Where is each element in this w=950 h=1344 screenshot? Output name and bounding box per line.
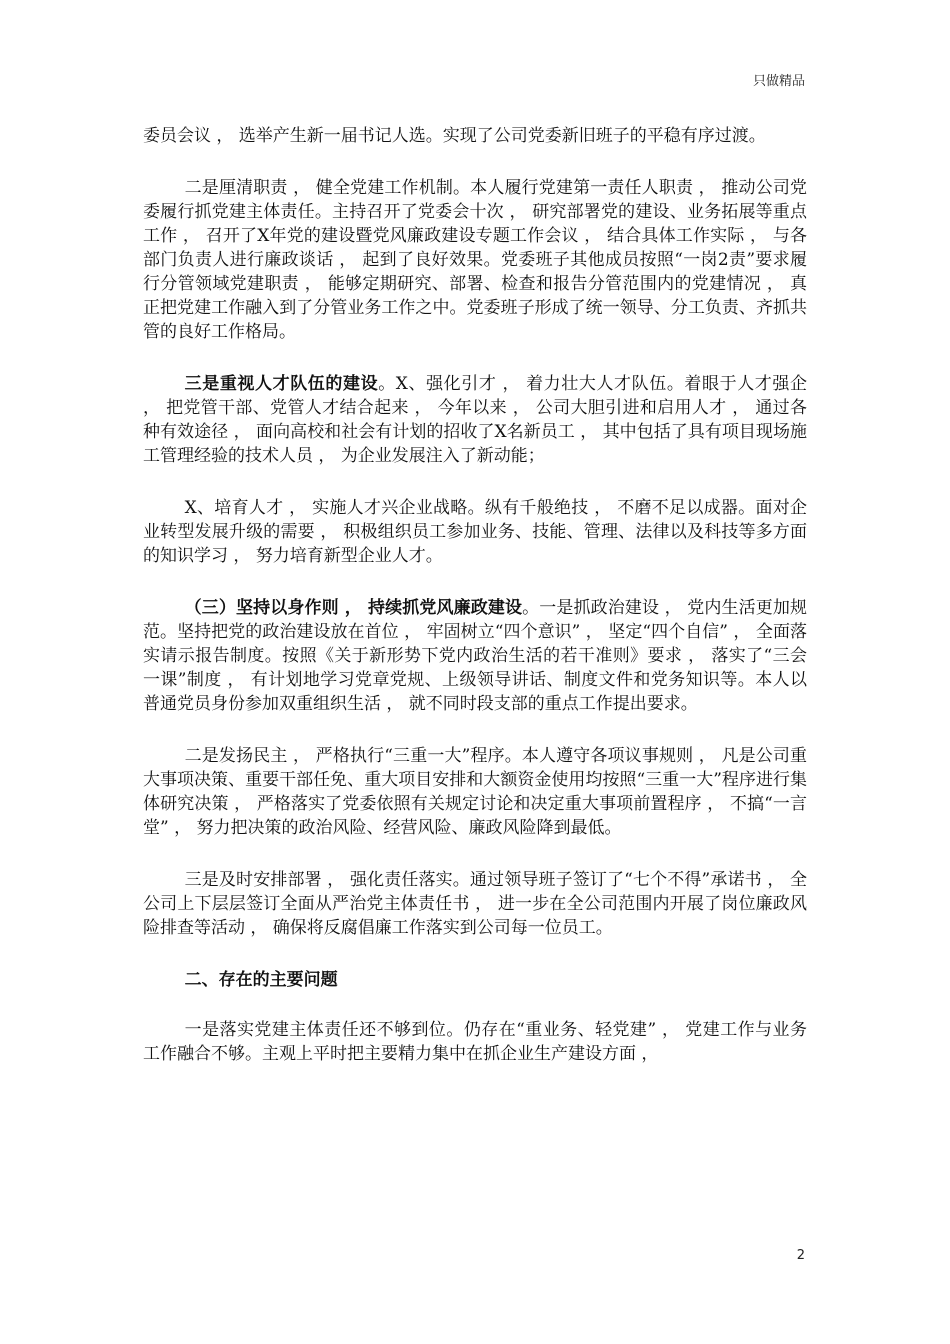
paragraph-3 — [143, 372, 807, 468]
paragraph-5-lead: （三）坚持以身作则 ， 持续抓党风廉政建设 — [184, 598, 523, 618]
paragraph-5-text: 。一是抓政治建设 ， 党内生活更加规范。坚持把党的政治建设放在首位 ， 牢固树立“四个意识” ， 坚定“四个自信” ， 全面落实请示报告制度。按照《关于新形势下党内政治生活的若干准则》要求 ， 落实了“三会一课”制度 ， 有计划地学习党章党规、上级领导讲话、制度文件和党务知识等。本人以普通党员身份参加双重组织生活 ， 就不同时段支部的重点工作提出要求。 — [143, 598, 807, 714]
paragraph-2: 二是厘清职责 ， 健全党建工作机制。本人履行党建第一责任人职责 ， 推动公司党委履行抓党建主体责任。主持召开了党委会十次 ， 研究部署党的建设、业务拓展等重点工作 ， 召开了X年党的建设暨党风廉政建设专题工作会议 ， 结合具体工作实际 ， 与各部门负责人进行廉政谈话 ， 起到了良好效果。党委班子其他成员按照“一岗2责”要求履行分管领域党建职责 ， 能够定期研究、部署、检查和报告分管范围内的党建情况 ， 真正把党建工作融入到了分管业务工作之中。党委班子形成了统一领导、分工负责、齐抓共管的良好工作格局。 — [143, 178, 807, 342]
section-heading: 二、存在的主要问题 — [184, 970, 338, 990]
paragraph-4: X、培育人才 ， 实施人才兴企业战略。纵有千般绝技 ， 不磨不足以成器。面对企业转型发展升级的需要 ， 积极组织员工参加业务、技能、管理、法律以及科技等多方面的知识学习 ， 努力培育新型企业人才。 — [143, 498, 807, 566]
document-body — [143, 124, 807, 1094]
paragraph-3-text: 。X、强化引才 ， 着力壮大人才队伍。着眼于人才强企 ， 把党管干部、党管人才结合起来 ， 今年以来 ， 公司大胆引进和启用人才 ， 通过各种有效途径 ， 面向高校和社会有计划的招收了X名新员工 ， 其中包括了具有项目现场施工管理经验的技术人员 ， 为企业发展注入了新动能； — [143, 374, 807, 466]
paragraph-6: 二是发扬民主 ， 严格执行“三重一大”程序。本人遵守各项议事规则 ， 凡是公司重大事项决策、重要干部任免、重大项目安排和大额资金使用均按照“三重一大”程序进行集体研究决策 ， 严格落实了党委依照有关规定讨论和决定重大事项前置程序 ， 不搞“一言堂” ， 努力把决策的政治风险、经营风险、廉政风险降到最低。 — [143, 746, 807, 838]
paragraph-5 — [143, 596, 807, 716]
page-number: 2 — [796, 1248, 805, 1263]
paragraph-3-lead: 三是重视人才队伍的建设 — [184, 374, 379, 394]
paragraph-8: 一是落实党建主体责任还不够到位。仍存在“重业务、轻党建” ， 党建工作与业务工作融合不够。主观上平时把主要精力集中在抓企业生产建设方面 ， — [143, 1020, 807, 1064]
paragraph-1: 委员会议 ， 选举产生新一届书记人选。实现了公司党委新旧班子的平稳有序过渡。 — [143, 126, 766, 146]
paragraph-7: 三是及时安排部署 ， 强化责任落实。通过领导班子签订了“七个不得”承诺书 ， 全公司上下层层签订全面从严治党主体责任书 ， 进一步在全公司范围内开展了岗位廉政风险排查等活动 ， 确保将反腐倡廉工作落实到公司每一位员工。 — [143, 870, 807, 938]
header-mark: 只做精品 — [752, 74, 805, 89]
